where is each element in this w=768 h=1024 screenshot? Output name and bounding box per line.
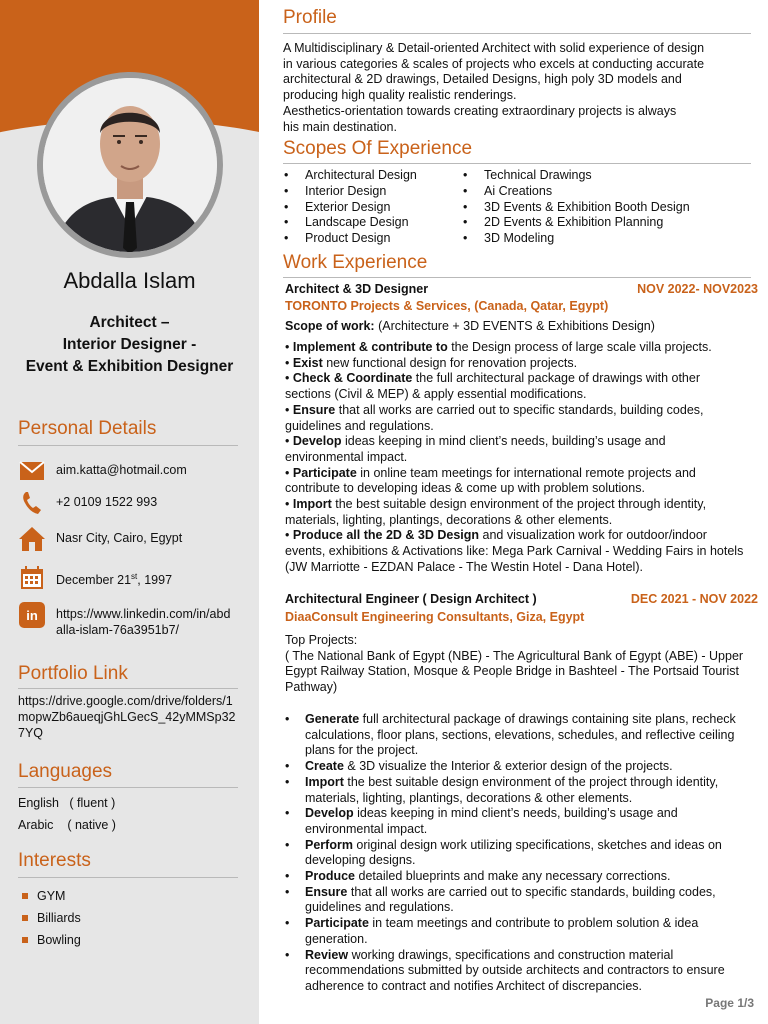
profile-line: architectural & 2D drawings, Detailed Designs, high poly 3D models and bbox=[283, 72, 682, 87]
scope-item: • Ai Creations bbox=[463, 184, 690, 200]
calendar-icon bbox=[18, 565, 46, 591]
scope-item: • 3D Modeling bbox=[463, 231, 690, 247]
phone-number: +2 0109 1522 993 bbox=[56, 495, 158, 509]
profile-line: A Multidisciplinary & Detail-oriented Architect with solid experience of design bbox=[283, 41, 705, 55]
profile-line: his main destination. bbox=[283, 119, 397, 134]
person-titles bbox=[0, 312, 259, 378]
top-projects-label: Top Projects: bbox=[285, 633, 358, 647]
phone-row bbox=[18, 490, 250, 516]
job-scope bbox=[285, 319, 745, 335]
divider bbox=[18, 787, 238, 788]
bullet-item: • Participate in team meetings and contribute to problem solution & idea generation. bbox=[285, 916, 745, 947]
job-date: DEC 2021 - NOV 2022 bbox=[630, 592, 758, 606]
divider bbox=[283, 163, 751, 164]
bullet-item: • Perform original design work utilizing specifications, sketches and ideas on developing designs. bbox=[285, 838, 745, 869]
profile-summary bbox=[283, 41, 743, 135]
divider bbox=[18, 877, 238, 878]
personal-details-heading: Personal Details bbox=[18, 418, 157, 439]
interest-item bbox=[22, 911, 81, 925]
title-line: Architect – bbox=[89, 314, 170, 331]
bullet-item: • Develop ideas keeping in mind client’s needs, building’s usage and environmental impact. bbox=[285, 434, 666, 464]
scope-item: • Interior Design bbox=[284, 184, 417, 200]
bullet-item: • Import the best suitable design environment of the project through identity, materials, lighting, plantings, decorations & other elements. bbox=[285, 497, 707, 527]
job2-bullets bbox=[285, 712, 745, 995]
interest-label: Bowling bbox=[37, 933, 81, 947]
interest-label: Billiards bbox=[37, 911, 81, 925]
birthdate-text bbox=[56, 565, 172, 588]
address-text: Nasr City, Cairo, Egypt bbox=[56, 531, 183, 545]
interest-item bbox=[22, 889, 65, 903]
bullet-icon bbox=[22, 915, 28, 921]
work-heading: Work Experience bbox=[283, 252, 428, 273]
bullet-item: • Ensure that all works are carried out to specific standards, building codes, guidelines and regulations. bbox=[285, 885, 745, 916]
job-title: Architectural Engineer ( Design Architect ) bbox=[285, 592, 537, 606]
scope-item: • Landscape Design bbox=[284, 215, 417, 231]
envelope-icon bbox=[18, 458, 46, 484]
phone-icon bbox=[18, 490, 46, 516]
interests-heading: Interests bbox=[18, 850, 91, 871]
page-number: Page 1/3 bbox=[705, 996, 754, 1010]
birthdate-prefix: December 21 bbox=[56, 573, 132, 588]
divider bbox=[283, 277, 751, 278]
scope-item: • 3D Events & Exhibition Booth Design bbox=[463, 200, 690, 216]
language-item: English ( fluent ) bbox=[18, 796, 116, 810]
email-link[interactable]: aim.katta@hotmail.com bbox=[56, 463, 187, 477]
scope-item: • Architectural Design bbox=[284, 168, 417, 184]
bullet-item: • Generate full architectural package of drawings containing site plans, recheck calculations, floor plans, sections, elevations, schedules, and reflective ceiling plans for the project. bbox=[285, 712, 745, 759]
bullet-item: • Create & 3D visualize the Interior & exterior design of the projects. bbox=[285, 759, 745, 775]
title-line: Interior Designer - bbox=[62, 336, 197, 353]
scope-item: • 2D Events & Exhibition Planning bbox=[463, 215, 690, 231]
profile-photo bbox=[43, 78, 217, 252]
bullet-item: • Develop ideas keeping in mind client’s needs, building’s usage and environmental impact. bbox=[285, 806, 745, 837]
linkedin-row bbox=[18, 602, 250, 638]
bullet-item: • Exist new functional design for renovation projects. bbox=[285, 355, 578, 370]
scope-item: • Exterior Design bbox=[284, 200, 417, 216]
birthdate-suffix: , 1997 bbox=[137, 573, 173, 588]
person-name: Abdalla Islam bbox=[63, 268, 196, 293]
portfolio-link[interactable]: https://drive.google.com/drive/folders/1mopwZb6aueqjGhLGecS_42yMMSp327YQ bbox=[18, 694, 236, 740]
scope-text: (Architecture + 3D EVENTS & Exhibitions Design) bbox=[374, 319, 655, 333]
job-company: DiaaConsult Engineering Consultants, Giza, Egypt bbox=[285, 610, 585, 624]
interest-item bbox=[22, 933, 81, 947]
profile-line: producing high quality realistic renderings. bbox=[283, 88, 517, 103]
birthdate-row bbox=[18, 565, 250, 591]
interest-label: GYM bbox=[37, 889, 66, 903]
scopes-right-list bbox=[463, 168, 690, 247]
profile-heading: Profile bbox=[283, 7, 337, 28]
divider bbox=[18, 445, 238, 446]
bullet-item: • Participate in online team meetings for international remote projects and contribute to developing ideas & come up with problem solutions. bbox=[285, 465, 696, 496]
linkedin-icon bbox=[18, 602, 46, 628]
scope-item: • Product Design bbox=[284, 231, 417, 247]
divider bbox=[18, 688, 238, 689]
bullet-item: • Implement & contribute to the Design process of large scale villa projects. bbox=[285, 340, 712, 354]
top-projects-text: ( The National Bank of Egypt (NBE) - The Agricultural Bank of Egypt (ABE) - Upper Egypt Railway Station, Mosque & People Bridge in Bashteel - The Portsaid Tourist Pathway) bbox=[285, 648, 744, 695]
bullet-item: • Produce detailed blueprints and make any necessary corrections. bbox=[285, 869, 745, 885]
bullet-item: • Review working drawings, specifications and construction material recommendations submitted by outside architects and contractors to ensure adherence to contract and notifies Architect of discrepancies. bbox=[285, 948, 745, 995]
linkedin-link[interactable]: https://www.linkedin.com/in/abdalla-islam-76a3951b7/ bbox=[56, 607, 231, 637]
divider bbox=[283, 33, 751, 34]
job-company: TORONTO Projects & Services, (Canada, Qatar, Egypt) bbox=[285, 299, 609, 313]
email-row bbox=[18, 458, 250, 484]
bullet-icon bbox=[22, 937, 28, 943]
address-row bbox=[18, 526, 250, 552]
language-item: Arabic ( native ) bbox=[18, 818, 116, 832]
job-title: Architect & 3D Designer bbox=[285, 282, 429, 296]
bullet-item: • Ensure that all works are carried out to specific standards, building codes, guidelines and regulations. bbox=[285, 402, 704, 433]
profile-line: Aesthetics-orientation towards creating extraordinary projects is always bbox=[283, 103, 677, 118]
scopes-heading: Scopes Of Experience bbox=[283, 138, 473, 159]
languages-heading: Languages bbox=[18, 761, 113, 782]
bullet-item: • Check & Coordinate the full architectural package of drawings with other sections (Civil & MEP) & apply essential modifications. bbox=[285, 371, 700, 402]
profile-photo-frame bbox=[37, 72, 223, 258]
svg-text:in: in bbox=[26, 608, 38, 623]
profile-line: in various categories & scales of projects who excels at conducting accurate bbox=[283, 56, 705, 71]
portfolio-heading: Portfolio Link bbox=[18, 663, 128, 684]
scopes-left-list bbox=[284, 168, 417, 247]
job-date: NOV 2022- NOV2023 bbox=[637, 282, 758, 296]
bullet-icon bbox=[22, 893, 28, 899]
scope-label: Scope of work: bbox=[285, 319, 375, 333]
bullet-item: • Import the best suitable design environment of the project through identity, materials, lighting, plantings, decorations & other elements. bbox=[285, 775, 745, 806]
title-line: Event & Exhibition Designer bbox=[25, 358, 234, 375]
portrait-illustration bbox=[43, 78, 217, 252]
scope-item: • Technical Drawings bbox=[463, 168, 690, 184]
birthdate-sup: st bbox=[131, 572, 138, 581]
bullet-item: • Produce all the 2D & 3D Design and visualization work for outdoor/indoor events, exhibitions & Activations like: Mega Park Carnival - Wedding Fairs in hotels (JW Marriotte - EZDAN Palace - The Westin Hotel - Dana Hotel). bbox=[285, 528, 744, 574]
job1-bullets bbox=[285, 340, 745, 576]
top-projects bbox=[285, 633, 745, 696]
home-icon bbox=[18, 526, 46, 552]
